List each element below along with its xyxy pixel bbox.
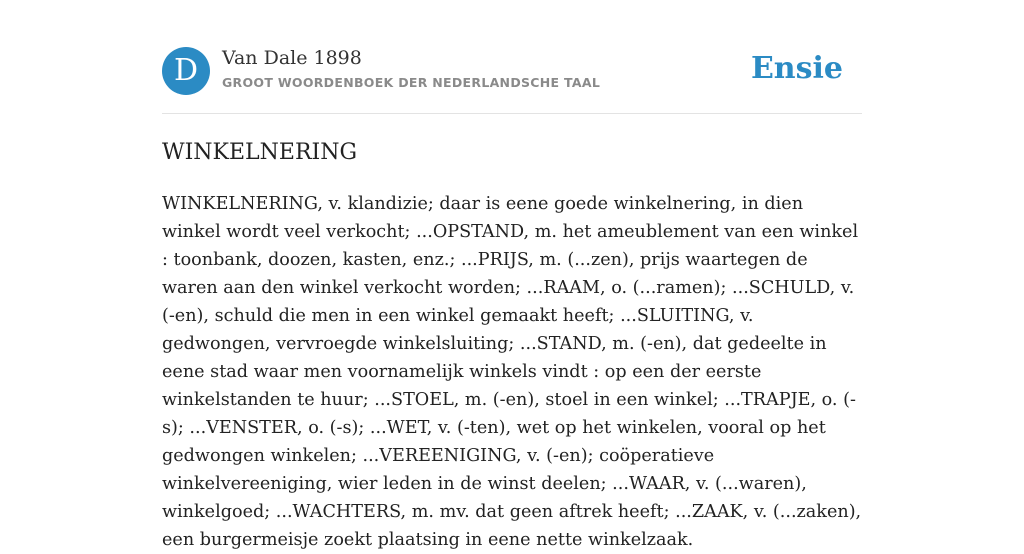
entry-definition: WINKELNERING, v. klandizie; daar is eene goede winkelnering, in dien winkel wordt veel verkocht; ...OPSTAND, m. het ameublement van een winkel : toonbank, doozen, kasten, enz.; ...PRIJS, m. (...zen), prijs waartegen de waren aan den winkel verkocht worden; ...RAAM, o. (...ramen); ...SCHULD, v. (-en), schuld die men in een winkel gemaakt heeft; ...SLUITING, v. gedwongen, vervroegde winkelsluiting; ...STAND, m. (-en), dat gedeelte in eene stad waar men voornamelijk winkels vindt : op een der eerste winkelstanden te huur; ...STOEL, m. (-en), stoel in een winkel; ...TRAPJE, o. (-s); ...VENSTER, o. (-s); ...WET, v. (-ten), wet op het winkelen, vooral op het gedwongen winkelen; ...VEREENIGING, v. (-en); coöperatieve winkelvereeniging, wier leden in de winst deelen; ...WAAR, v. (...waren), winkelgoed; ...WACHTERS, m. mv. dat geen aftrek heeft; ...ZAAK, v. (...zaken), een burgermeisje zoekt plaatsing in eene nette winkelzaak.	[162, 194, 862, 550]
entry-headword: WINKELNERING	[162, 140, 358, 165]
source-avatar: D	[162, 47, 210, 95]
source-subtitle: GROOT WOORDENBOEK DER NEDERLANDSCHE TAAL	[222, 75, 601, 90]
source-header	[162, 46, 862, 96]
ensie-logo[interactable]: Ensie	[750, 51, 843, 86]
source-title[interactable]: Van Dale 1898	[222, 47, 362, 69]
header-divider	[162, 113, 862, 114]
